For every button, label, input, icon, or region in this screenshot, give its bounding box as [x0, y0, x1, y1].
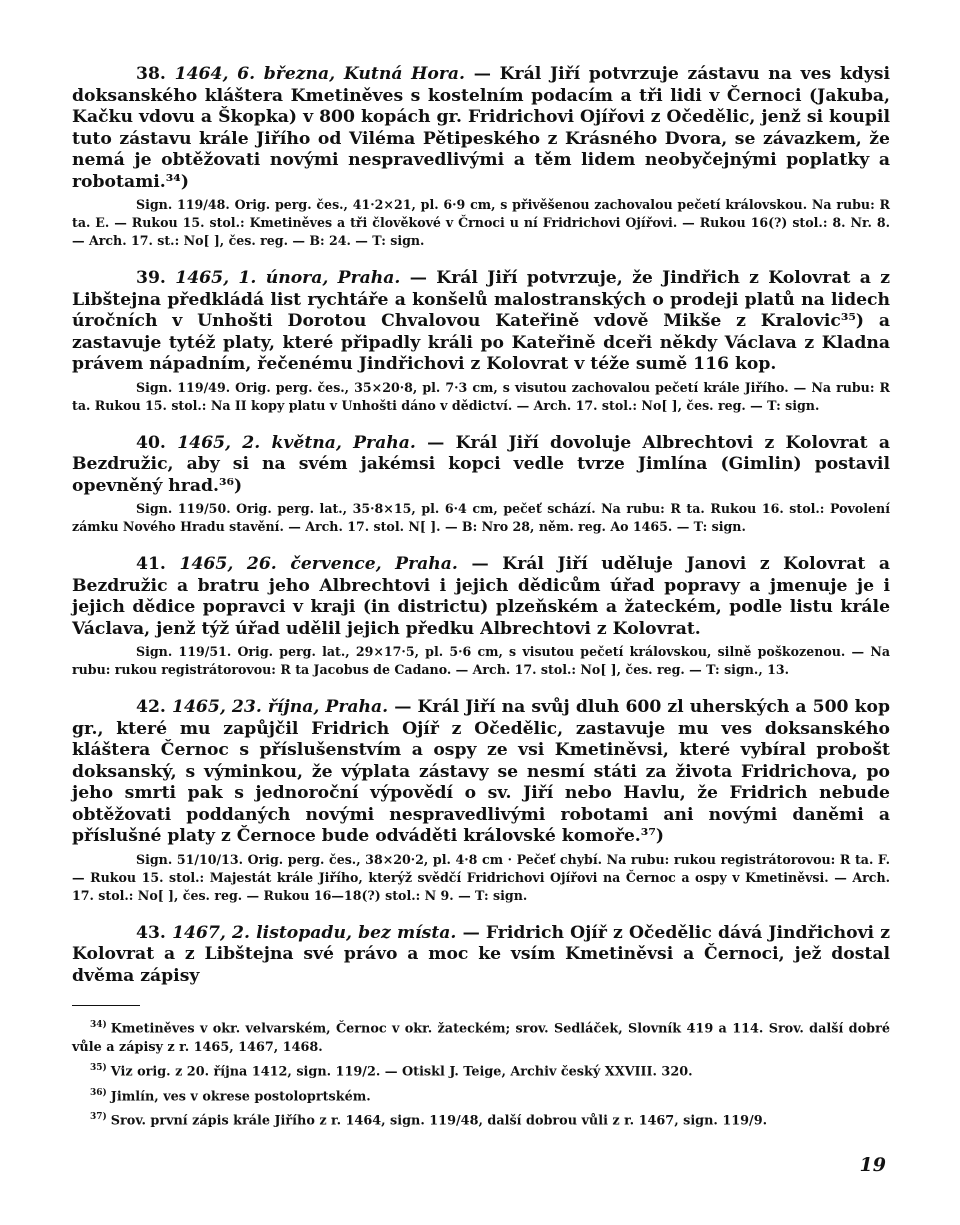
- entry-body: — Král Jiří potvrzuje, že Jindřich z Kolovrat a z Libštejna předkládá list rychtáře a konšelů malostranských o prodeji platů na lidech úročních v Unhošti Dorotou Chvalovou Kateřině vdově Mikše z Kralovic³⁵) a zastavuje tytéž platy, které připadly králi po Kateřině dceři někdy Václava z Kladna právem nápadním, řečenému Jindřichovi z Kolovrat v téže sumě 116 kop.: [72, 268, 890, 374]
- entry-text: [72, 433, 890, 498]
- regest-entry-41: [72, 554, 890, 679]
- entry-text: [72, 268, 890, 376]
- entry-text: [72, 923, 890, 988]
- entry-date: 1465, 23. října, Praha.: [172, 697, 389, 717]
- entry-number: 39.: [136, 268, 166, 288]
- entry-date: 1465, 1. února, Praha.: [175, 268, 401, 288]
- regest-entry-40: [72, 433, 890, 537]
- entry-body: — Král Jiří potvrzuje zástavu na ves kdysi doksanského kláštera Kmetiněves s kostelním podacím a tři lidi v Černoci (Jakuba, Kačku vdovu a Škopka) v 800 kopách gr. Fridrichovi Ojířovi z Očedělic, jenž si koupil tuto zástavu krále Jiřího od Viléma Pětipeského z Krásného Dvora, se závazkem, že nemá je obtěžovati novými nespravedlivými a těm lidem neobyčejnými poplatky a robotami.³⁴): [72, 64, 891, 192]
- entry-number: 38.: [136, 64, 166, 84]
- entry-number: 43.: [136, 922, 166, 943]
- footnote-mark: 35): [90, 1063, 107, 1074]
- footnote-text: Srov. první zápis krále Jiřího z r. 1464, sign. 119/48, další dobrou vůli z r. 1467, sign. 119/9.: [110, 1113, 768, 1129]
- footnote-text: Viz orig. z 20. října 1412, sign. 119/2. — Otiskl J. Teige, Archiv český XXVIII. 320.: [110, 1064, 693, 1080]
- entry-text: [72, 697, 890, 848]
- footnote-divider: [72, 1005, 140, 1006]
- regest-entry-43: [72, 923, 890, 988]
- entry-text: [72, 554, 890, 640]
- entry-body: — Fridrich Ojíř z Očedělic dává Jindřichovi z Kolovrat a z Libštejna své právo a moc ke vsím Kmetiněvsi a Černoci, jež dostal dvěma zápisy: [72, 922, 891, 986]
- footnote-mark: 37): [90, 1111, 107, 1122]
- entry-date: 1465, 2. května, Praha.: [177, 432, 416, 453]
- entry-meta: Sign. 119/51. Orig. perg. lat., 29×17·5, pl. 5·6 cm, s visutou pečetí královskou, silně poškozenou. — Na rubu: rukou registrátorovou: R ta Jacobus de Cadano. — Arch. 17. stol.: No[ ], čes. reg. — T: sign., 13.: [72, 644, 890, 677]
- footnote-mark: 36): [90, 1087, 107, 1098]
- entry-meta: Sign. 119/49. Orig. perg. čes., 35×20·8, pl. 7·3 cm, s visutou zachovalou pečetí krále Jiřího. — Na rubu: R ta. Rukou 15. stol.: Na II kopy platu v Unhošti dáno v dědictví. — Arch. 17. stol.: No[ ], čes. reg. — T: sign.: [72, 379, 890, 413]
- footnotes: [72, 1016, 890, 1130]
- entry-body: — Král Jiří uděluje Janovi z Kolovrat a Bezdružic a bratru jeho Albrechtovi i jejich dědicům úřad popravy a jmenuje je i jejich dědice popravci v kraji (in districtu) plzeňském a žateckém, podle listu krále Václava, jenž týž úřad udělil jejich předku Albrechtovi z Kolovrat.: [72, 554, 891, 639]
- entry-date: 1465, 26. července, Praha.: [179, 554, 458, 574]
- entry-number: 42.: [136, 697, 166, 717]
- entry-date: 1467, 2. listopadu, bez místa.: [172, 922, 457, 943]
- entry-meta: Sign. 119/50. Orig. perg. lat., 35·8×15, pl. 6·4 cm, pečeť schází. Na rubu: R ta. Rukou 16. stol.: Povolení zámku Nového Hradu stavění. — Arch. 17. stol. N[ ]. — B: Nro 28, něm. reg. Ao 1465. — T: sign.: [72, 501, 890, 534]
- entry-meta: Sign. 119/48. Orig. perg. čes., 41·2×21, pl. 6·9 cm, s přivěšenou zachovalou pečetí královskou. Na rubu: R ta. E. — Rukou 15. stol.: Kmetiněves a tři člověkové v Črnoci u ní Fridrichovi Ojířovi. — Rukou 16(?) stol.: 8. Nr. 8. — Arch. 17. st.: No[ ], čes. reg. — B: 24. — T: sign.: [72, 197, 890, 248]
- page-number: 19: [859, 1154, 886, 1176]
- entry-body: — Král Jiří na svůj dluh 600 zl uherských a 500 kop gr., které mu zapůjčil Fridrich Ojíř z Očedělic, zastavuje mu ves doksanského kláštera Černoc s příslušenstvím a ospy ze vsi Kmetiněvsi, které vybíral probošt doksanský, s výminkou, že výplata zástavy se nesmí státi za života Fridrichova, po jeho smrti pak s jednoroční výpovědí o sv. Jiří nebo Havlu, že Fridrich nebude obtěžovati poddaných novými nespravedlivými robotami ani novými daněmi a příslušné platy z Černoce bude odváděti královské komoře.³⁷): [72, 697, 890, 846]
- footnote-text: Jimlín, ves v okrese postoloprtském.: [110, 1088, 371, 1104]
- regest-entry-42: [72, 697, 890, 905]
- footnote-37: [72, 1108, 890, 1130]
- footnote-text: Kmetiněves v okr. velvarském, Černoc v okr. žateckém; srov. Sedláček, Slovník 419 a 114. Srov. další dobré vůle a zápisy z r. 1465, 1467, 1468.: [72, 1021, 890, 1056]
- regest-entry-38: [72, 64, 890, 250]
- footnote-mark: 34): [90, 1020, 107, 1030]
- entry-number: 41.: [136, 554, 166, 574]
- entry-text: [72, 64, 890, 193]
- footnote-35: [72, 1059, 890, 1081]
- entry-number: 40.: [136, 432, 166, 453]
- footnote-34: [72, 1016, 890, 1057]
- document-page: [72, 64, 890, 1184]
- footnote-36: [72, 1084, 890, 1106]
- regest-entry-39: [72, 268, 890, 415]
- entry-meta: Sign. 51/10/13. Orig. perg. čes., 38×20·2, pl. 4·8 cm · Pečeť chybí. Na rubu: rukou registrátorovou: R ta. F. — Rukou 15. stol.: Majestát krále Jiřího, kterýž svědčí Fridrichovi Ojířovi na Černoc a ospy v Kmetiněvsi. — Arch. 17. stol.: No[ ], čes. reg. — Rukou 16—18(?) stol.: N 9. — T: sign.: [72, 851, 890, 903]
- entry-body: — Král Jiří dovoluje Albrechtovi z Kolovrat a Bezdružic, aby si na svém jakémsi kopci vedle tvrze Jimlína (Gimlin) postavil opevněný hrad.³⁶): [72, 432, 891, 496]
- entry-date: 1464, 6. března, Kutná Hora.: [174, 64, 466, 84]
